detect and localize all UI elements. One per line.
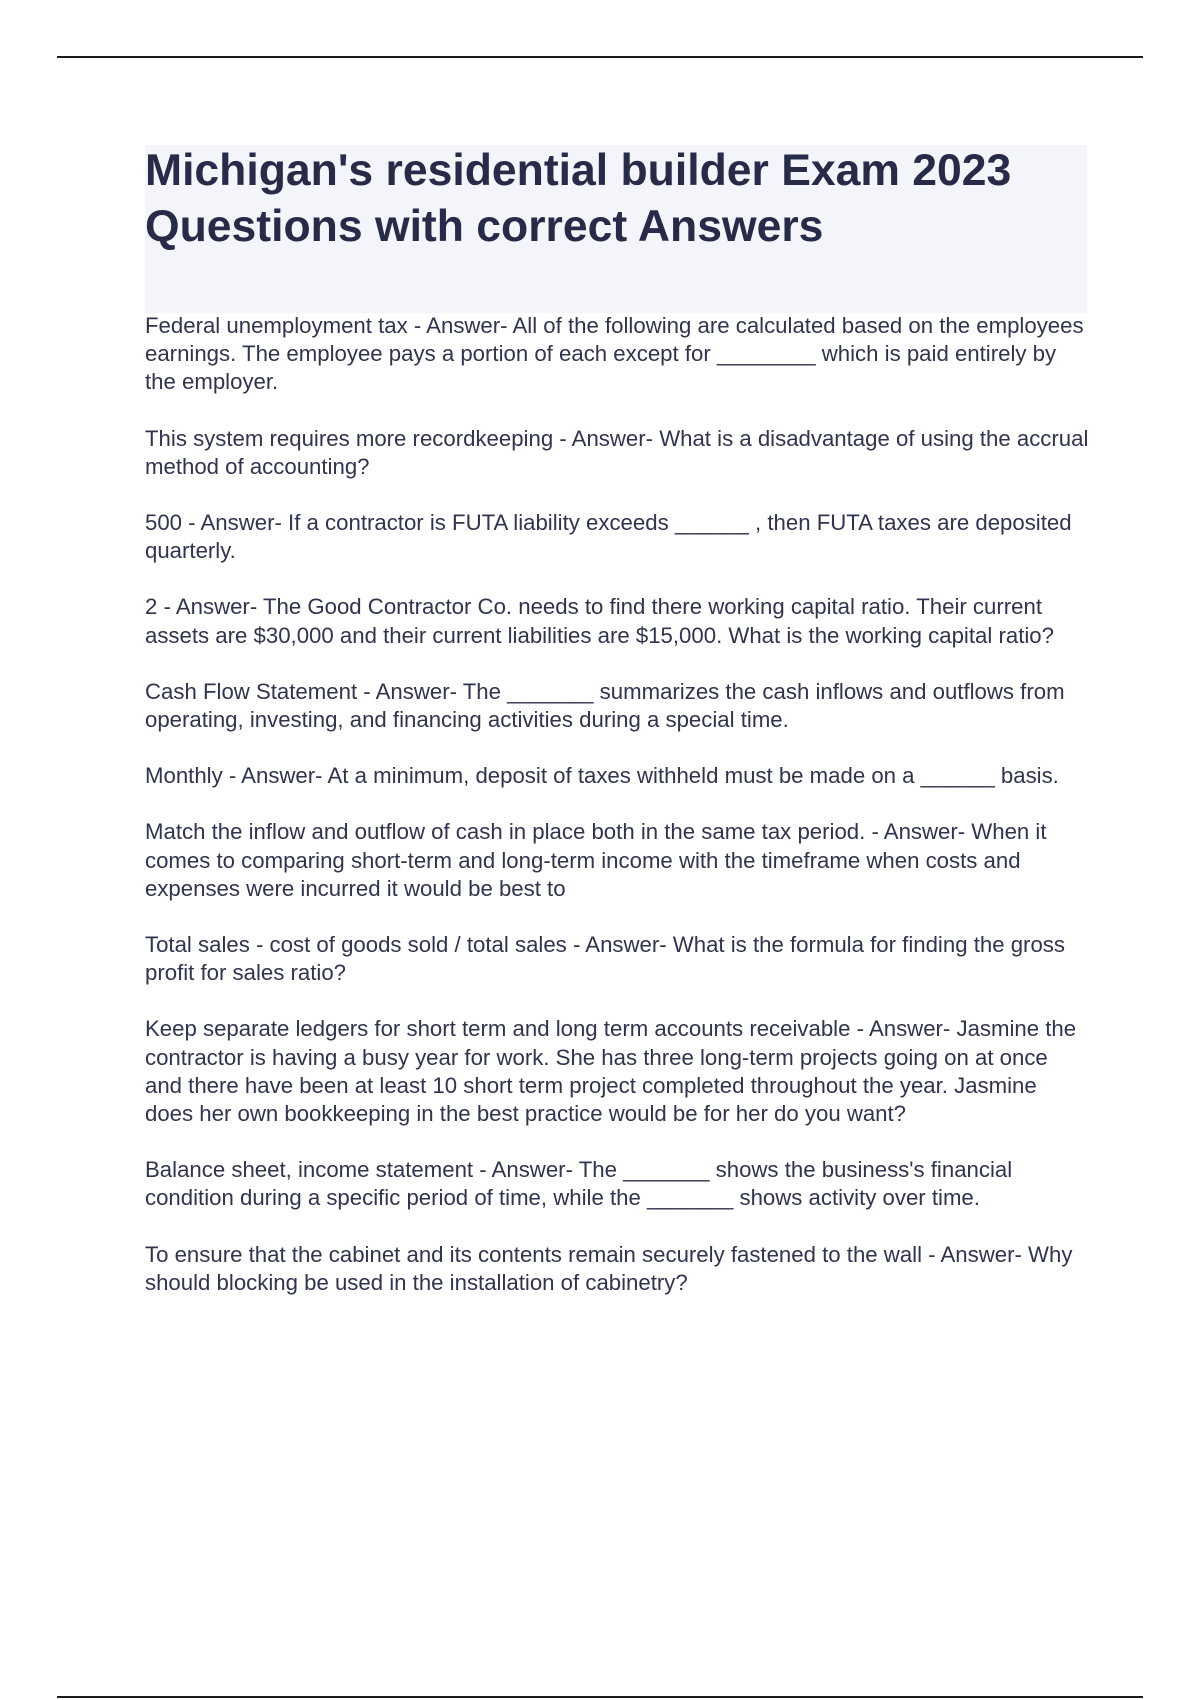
qa-item: This system requires more recordkeeping - Answer- What is a disadvantage of using the accrual method of accounting? — [145, 425, 1089, 479]
qa-item: Keep separate ledgers for short term and long term accounts receivable - Answer- Jasmine the contractor is having a busy year for work. She has three long-term projects going on at once and there have been at least 10 short term project completed throughout the year. Jasmine does her own bookkeeping in the best practice would be for her do you want? — [145, 1016, 1077, 1127]
qa-item: Total sales - cost of goods sold / total sales - Answer- What is the formula for finding the gross profit for sales ratio? — [145, 932, 1065, 986]
title-line-1: Michigan's residential builder Exam 2023 — [145, 146, 1012, 195]
qa-item: To ensure that the cabinet and its contents remain securely fastened to the wall - Answer- Why should blocking be used in the installation of cabinetry? — [145, 1241, 1073, 1295]
document-title — [145, 143, 1105, 255]
qa-item: 500 - Answer- If a contractor is FUTA liability exceeds ______ , then FUTA taxes are deposited quarterly. — [145, 510, 1072, 564]
bottom-divider — [57, 1696, 1143, 1698]
qa-item: Cash Flow Statement - Answer- The _______ summarizes the cash inflows and outflows from operating, investing, and financing activities during a special time. — [145, 678, 1065, 733]
qa-list — [145, 312, 1090, 1325]
qa-item: 2 - Answer- The Good Contractor Co. needs to find there working capital ratio. Their current assets are $30,000 and their current liabilities are $15,000. What is the working capital ratio? — [145, 594, 1054, 648]
qa-item: Match the inflow and outflow of cash in place both in the same tax period. - Answer- When it comes to comparing short-term and long-term income with the timeframe when costs and expenses were incurred it would be best to — [145, 819, 1047, 901]
qa-item: Federal unemployment tax - Answer- All of the following are calculated based on the employees earnings. The employee pays a portion of each except for ________ which is paid entirely by the employer. — [145, 313, 1084, 395]
qa-item: Balance sheet, income statement - Answer- The _______ shows the business's financial condition during a specific period of time, while the _______ shows activity over time. — [145, 1157, 1013, 1211]
qa-item: Monthly - Answer- At a minimum, deposit of taxes withheld must be made on a ______ basis. — [145, 763, 1059, 789]
top-divider — [57, 56, 1143, 58]
title-line-2: Questions with correct Answers — [145, 202, 824, 251]
